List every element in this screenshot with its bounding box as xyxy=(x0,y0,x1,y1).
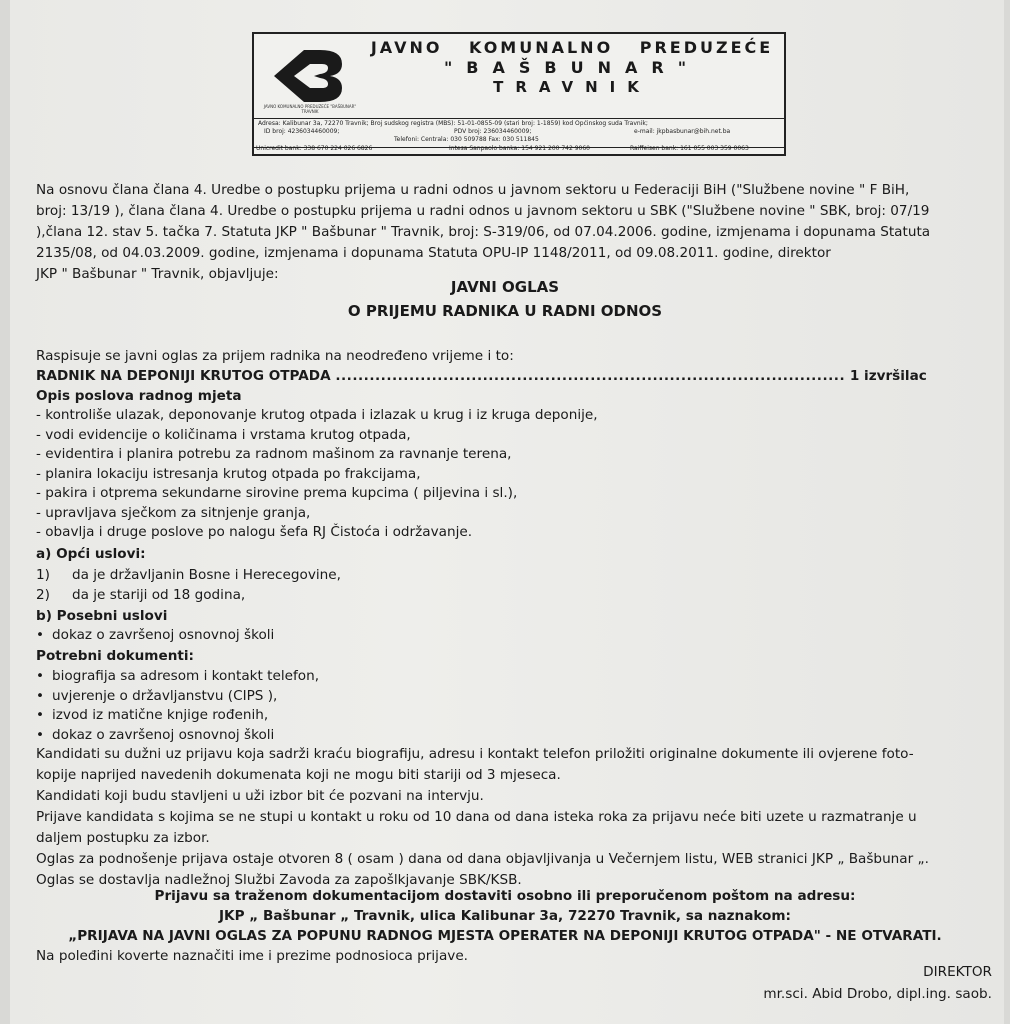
list-item xyxy=(36,687,319,707)
intro-line: 2135/08, od 04.03.2009. godine, izmjenama i dopunama Statuta OPU-IP 1148/2011, od 09.08.2011. godine, direktor xyxy=(36,245,831,261)
bank-raiffeisen: Raiffeisen bank: 161 055 003 359 0063 xyxy=(630,145,749,152)
company-logo-icon xyxy=(268,46,346,106)
header-divider xyxy=(254,118,784,119)
duties-heading: Opis poslova radnog mjeta xyxy=(36,388,242,404)
general-conditions-list xyxy=(36,566,341,605)
bullet-icon: • xyxy=(36,726,45,743)
item-text: da je državljanin Bosne i Herecegovine, xyxy=(72,567,341,583)
signature-name: mr.sci. Abid Drobo, dipl.ing. saob. xyxy=(763,986,992,1002)
list-item xyxy=(36,726,319,746)
announcement: Raspisuje se javni oglas za prijem radnika na neodređeno vrijeme i to: xyxy=(36,348,514,364)
header-address: Adresa: Kalibunar 3a, 72270 Travnik; Broj sudskog registra (MBS): 51-01-0855-09 (stari broj: 1-1859) kod Općinskog suda Travnik; xyxy=(258,120,648,127)
bank-unicredit: Unicredit bank: 338 670 224 026 6826 xyxy=(256,145,373,152)
item-text: uvjerenje o državljanstvu (CIPS ), xyxy=(52,687,278,704)
bullet-icon: • xyxy=(36,687,45,704)
documents-list xyxy=(36,667,319,745)
signature-title: DIREKTOR xyxy=(923,964,992,980)
bullet-icon: • xyxy=(36,668,45,684)
intro-line: JKP " Bašbunar " Travnik, objavljuje: xyxy=(36,266,279,282)
header-phones: Telefoni: Centrala: 030 509788 Fax: 030 511845 xyxy=(394,136,539,143)
company-name: JAVNO KOMUNALNO PREDUZEĆE xyxy=(370,38,774,57)
intro-line: Na osnovu člana člana 4. Uredbe o postupku prijema u radni odnos u javnom sektoru u Federaciji BiH ("Službene novine " F BiH, xyxy=(36,182,910,198)
paragraph-line: Kandidati koji budu stavljeni u uži izbor bit će pozvani na intervju. xyxy=(36,788,484,804)
list-item xyxy=(36,626,274,646)
list-item: - evidentira i planira potrebu za radnom mašinom za ravnanje terena, xyxy=(36,446,512,462)
item-text: dokaz o završenoj osnovnoj školi xyxy=(52,726,275,743)
item-number: 2) xyxy=(36,586,50,603)
header-pdv: PDV broj: 236034460009; xyxy=(454,128,532,135)
bullet-icon: • xyxy=(36,627,45,643)
envelope-label: „PRIJAVA NA JAVNI OGLAS ZA POPUNU RADNOG MJESTA OPERATER NA DEPONIJI KRUTOG OTPADA" - NE OTVARATI. xyxy=(68,928,942,944)
list-item xyxy=(36,566,341,586)
list-item: - kontroliše ulazak, deponovanje krutog otpada i izlazak u krug i iz kruga deponije, xyxy=(36,407,598,423)
paragraph-line: Kandidati su dužni uz prijavu koja sadrži kraću biografiju, adresu i kontakt telefon priložiti originalne dokumente ili ovjerene foto- xyxy=(36,746,914,762)
intro-paragraph xyxy=(36,180,976,285)
special-conditions-heading: b) Posebni uslovi xyxy=(36,608,168,624)
list-item: - upravljava sječkom za sitnjenje granja, xyxy=(36,504,311,521)
list-item: - pakira i otprema sekundarne sirovine prema kupcima ( piljevina i sl.), xyxy=(36,485,518,501)
header-email: e-mail: jkpbasbunar@bih.net.ba xyxy=(634,128,731,135)
item-text: dokaz o završenoj osnovnoj školi xyxy=(52,627,275,643)
company-brand: "BAŠBUNAR" xyxy=(443,58,701,77)
item-text: izvod iz matične knjige rođenih, xyxy=(52,707,269,723)
position-count: 1 izvršilac xyxy=(849,368,927,384)
position-dots: .......................................................................................... xyxy=(335,368,846,384)
list-item xyxy=(36,706,319,726)
bank-intesa: Intesa Sanpaolo banka: 154 921 200 742 9060 xyxy=(449,145,590,152)
ad-subtitle: O PRIJEMU RADNIKA U RADNI ODNOS xyxy=(347,302,663,320)
logo-caption: JAVNO KOMUNALNO PREDUZEĆE "BAŠBUNAR" TRAVNIK xyxy=(263,104,357,114)
letterhead xyxy=(252,32,786,156)
header-id-number: ID broj: 4236034460009; xyxy=(264,128,340,135)
special-conditions-list xyxy=(36,626,274,646)
list-item: - obavlja i druge poslove po nalogu šefa RJ Čistoća i održavanje. xyxy=(36,524,473,540)
bullet-icon: • xyxy=(36,707,45,723)
item-text: da je stariji od 18 godina, xyxy=(72,586,246,603)
list-item: - vodi evidencije o količinama i vrstama krutog otpada, xyxy=(36,426,411,443)
list-item xyxy=(36,667,319,687)
paragraph-line: Oglas za podnošenje prijava ostaje otvoren 8 ( osam ) dana od dana objavljivanja u Večernjem listu, WEB stranici JKP „ Bašbunar „. xyxy=(36,851,929,867)
item-number: 1) xyxy=(36,567,50,583)
intro-line: broj: 13/19 ), člana člana 4. Uredbe o postupku prijema u radni odnos u javnom sektoru u SBK ("Službene novine " SBK, broj: 07/19 xyxy=(36,203,930,219)
envelope-note: Na poleđini koverte naznačiti ime i prezime podnosioca prijave. xyxy=(36,948,469,964)
paragraph-line: daljem postupku za izbor. xyxy=(36,830,210,846)
delivery-instruction: Prijavu sa traženom dokumentacijom dostaviti osobno ili preporučenom poštom na adresu: xyxy=(154,888,856,904)
documents-heading: Potrebni dokumenti: xyxy=(36,648,194,664)
position-name: RADNIK NA DEPONIJI KRUTOG OTPADA xyxy=(36,368,331,384)
general-conditions-heading: a) Opći uslovi: xyxy=(36,546,146,562)
intro-line: ),člana 12. stav 5. tačka 7. Statuta JKP " Bašbunar " Travnik, broj: S-319/06, od 07.04.2006. godine, izmjenama i dopunama Statuta xyxy=(36,224,931,240)
position-line xyxy=(36,366,927,387)
paragraph-line: kopije naprijed navedenih dokumenata koji ne mogu biti stariji od 3 mjeseca. xyxy=(36,767,561,783)
paragraph-line: Prijave kandidata s kojima se ne stupi u kontakt u roku od 10 dana od dana isteka roka za prijavu neće biti uzete u razmatranje u xyxy=(36,809,917,825)
paragraph-line: Oglas se dostavlja nadležnoj Službi Zavoda za zapošlkjavanje SBK/KSB. xyxy=(36,872,522,888)
list-item xyxy=(36,586,341,606)
delivery-address: JKP „ Bašbunar „ Travnik, ulica Kalibunar 3a, 72270 Travnik, sa naznakom: xyxy=(219,908,791,924)
item-text: biografija sa adresom i kontakt telefon, xyxy=(52,668,320,684)
list-item: - planira lokaciju istresanja krutog otpada po frakcijama, xyxy=(36,465,421,482)
ad-title: JAVNI OGLAS xyxy=(450,278,560,296)
duties-list xyxy=(36,406,598,543)
company-city: TRAVNIK xyxy=(493,78,651,96)
